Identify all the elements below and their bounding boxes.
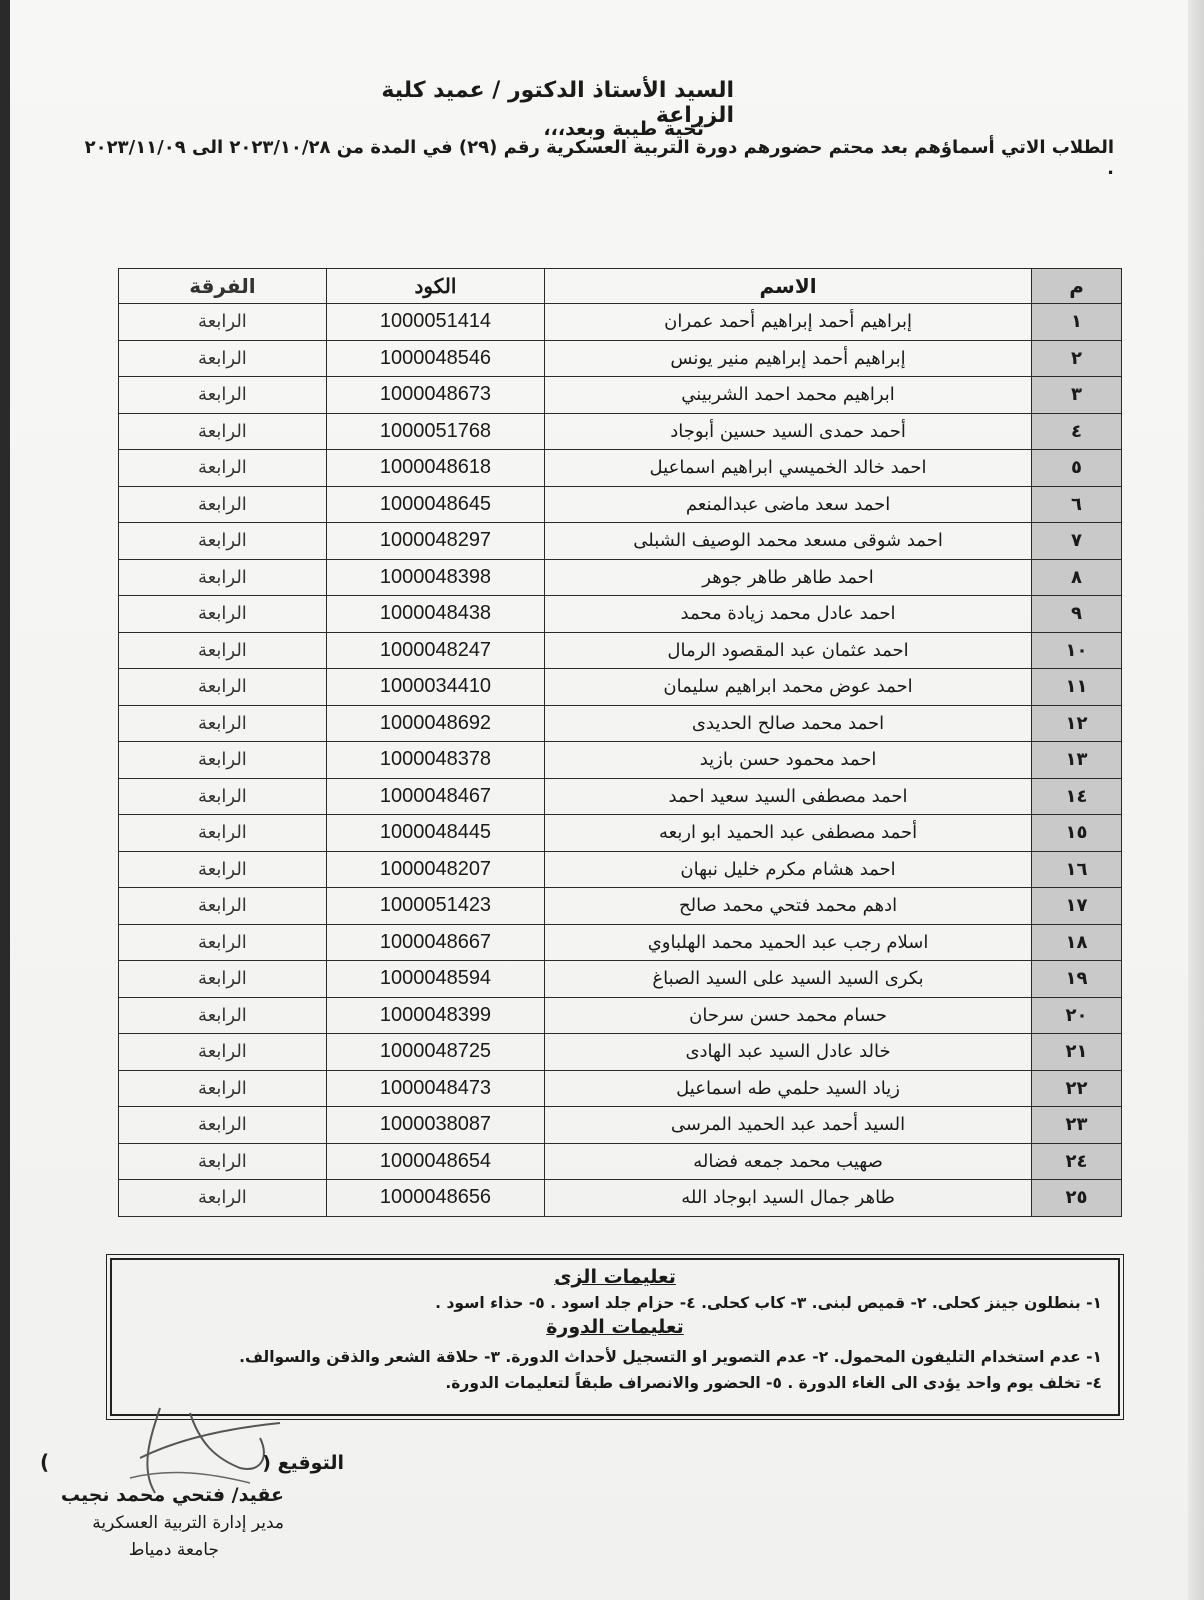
student-year: الرابعة	[119, 596, 327, 633]
row-number: ٦	[1032, 486, 1122, 523]
student-year: الرابعة	[119, 1107, 327, 1144]
student-code: 1000048445	[326, 815, 544, 852]
student-code: 1000048594	[326, 961, 544, 998]
table-row	[119, 413, 1122, 450]
table-row	[119, 632, 1122, 669]
row-number: ١٠	[1032, 632, 1122, 669]
student-code: 1000048467	[326, 778, 544, 815]
student-name: احمد شوقى مسعد محمد الوصيف الشبلى	[545, 523, 1032, 560]
student-code: 1000048399	[326, 997, 544, 1034]
student-year: الرابعة	[119, 705, 327, 742]
handwritten-signature-mark	[120, 1398, 290, 1498]
table-row	[119, 559, 1122, 596]
student-name: طاهر جمال السيد ابوجاد الله	[545, 1180, 1032, 1217]
instructions-box	[110, 1258, 1120, 1416]
row-number: ١٦	[1032, 851, 1122, 888]
student-name: احمد هشام مكرم خليل نبهان	[545, 851, 1032, 888]
header-num: م	[1032, 269, 1122, 304]
scan-edge-right	[1188, 0, 1204, 1600]
student-name: احمد خالد الخميسي ابراهيم اسماعيل	[545, 450, 1032, 487]
table-row	[119, 596, 1122, 633]
student-name: إبراهيم أحمد إبراهيم أحمد عمران	[545, 304, 1032, 341]
row-number: ٢٣	[1032, 1107, 1122, 1144]
student-code: 1000048667	[326, 924, 544, 961]
table-row	[119, 742, 1122, 779]
table-row	[119, 924, 1122, 961]
student-year: الرابعة	[119, 377, 327, 414]
row-number: ١٥	[1032, 815, 1122, 852]
header-code: الكود	[326, 269, 544, 304]
student-name: حسام محمد حسن سرحان	[545, 997, 1032, 1034]
table-row	[119, 961, 1122, 998]
row-number: ٢٤	[1032, 1143, 1122, 1180]
student-year: الرابعة	[119, 997, 327, 1034]
table-row	[119, 304, 1122, 341]
student-year: الرابعة	[119, 815, 327, 852]
table-row	[119, 523, 1122, 560]
student-name: السيد أحمد عبد الحميد المرسى	[545, 1107, 1032, 1144]
student-name: خالد عادل السيد عبد الهادى	[545, 1034, 1032, 1071]
row-number: ٢٢	[1032, 1070, 1122, 1107]
row-number: ١١	[1032, 669, 1122, 706]
row-number: ١٩	[1032, 961, 1122, 998]
table-row	[119, 1034, 1122, 1071]
row-number: ١	[1032, 304, 1122, 341]
student-code: 1000048546	[326, 340, 544, 377]
student-roster-table	[118, 268, 1122, 1217]
student-year: الرابعة	[119, 304, 327, 341]
table-body	[119, 304, 1122, 1217]
scan-edge-left	[0, 0, 10, 1600]
student-year: الرابعة	[119, 1143, 327, 1180]
table-row	[119, 669, 1122, 706]
letter-addressee: السيد الأستاذ الدكتور / عميد كلية الزراعة	[381, 78, 734, 128]
student-name: بكرى السيد السيد على السيد الصباغ	[545, 961, 1032, 998]
uniform-instructions-title: تعليمات الزى	[554, 1266, 676, 1288]
student-name: أحمد مصطفى عبد الحميد ابو اربعه	[545, 815, 1032, 852]
student-year: الرابعة	[119, 523, 327, 560]
student-name: احمد محمد صالح الحديدى	[545, 705, 1032, 742]
row-number: ١٤	[1032, 778, 1122, 815]
student-year: الرابعة	[119, 924, 327, 961]
student-code: 1000051414	[326, 304, 544, 341]
student-code: 1000048207	[326, 851, 544, 888]
student-name: احمد عوض محمد ابراهيم سليمان	[545, 669, 1032, 706]
student-name: اسلام رجب عبد الحميد محمد الهلباوي	[545, 924, 1032, 961]
row-number: ٧	[1032, 523, 1122, 560]
row-number: ٢١	[1032, 1034, 1122, 1071]
student-name: احمد سعد ماضى عبدالمنعم	[545, 486, 1032, 523]
student-name: إبراهيم أحمد إبراهيم منير يونس	[545, 340, 1032, 377]
row-number: ٨	[1032, 559, 1122, 596]
student-year: الرابعة	[119, 1034, 327, 1071]
student-name: احمد محمود حسن بازيد	[545, 742, 1032, 779]
table-row	[119, 486, 1122, 523]
course-instructions-title: تعليمات الدورة	[546, 1316, 684, 1338]
table-row	[119, 377, 1122, 414]
student-name: احمد طاهر طاهر جوهر	[545, 559, 1032, 596]
row-number: ٣	[1032, 377, 1122, 414]
header-name: الاسم	[545, 269, 1032, 304]
row-number: ٢٠	[1032, 997, 1122, 1034]
table-row	[119, 1070, 1122, 1107]
table-row	[119, 851, 1122, 888]
row-number: ١٢	[1032, 705, 1122, 742]
student-year: الرابعة	[119, 851, 327, 888]
student-code: 1000048725	[326, 1034, 544, 1071]
table-header-row	[119, 269, 1122, 304]
student-code: 1000048438	[326, 596, 544, 633]
student-year: الرابعة	[119, 486, 327, 523]
student-name: زياد السيد حلمي طه اسماعيل	[545, 1070, 1032, 1107]
student-year: الرابعة	[119, 340, 327, 377]
letter-greeting: تحية طيبة وبعد،،،	[543, 118, 704, 140]
student-year: الرابعة	[119, 1180, 327, 1217]
row-number: ٢٥	[1032, 1180, 1122, 1217]
student-name: احمد مصطفى السيد سعيد احمد	[545, 778, 1032, 815]
table-row	[119, 340, 1122, 377]
student-year: الرابعة	[119, 632, 327, 669]
student-year: الرابعة	[119, 778, 327, 815]
student-code: 1000051423	[326, 888, 544, 925]
header-year: الفرقة	[119, 269, 327, 304]
table-row	[119, 815, 1122, 852]
table-row	[119, 778, 1122, 815]
table-row	[119, 1143, 1122, 1180]
student-code: 1000034410	[326, 669, 544, 706]
student-name: احمد عثمان عبد المقصود الرمال	[545, 632, 1032, 669]
student-code: 1000048673	[326, 377, 544, 414]
student-code: 1000048247	[326, 632, 544, 669]
student-code: 1000048656	[326, 1180, 544, 1217]
student-name: احمد عادل محمد زيادة محمد	[545, 596, 1032, 633]
student-year: الرابعة	[119, 669, 327, 706]
student-code: 1000048398	[326, 559, 544, 596]
student-year: الرابعة	[119, 742, 327, 779]
table-row	[119, 997, 1122, 1034]
student-code: 1000051768	[326, 413, 544, 450]
uniform-instructions-list: ١- بنطلون جينز كحلى. ٢- قميص لبنى. ٣- كاب كحلى. ٤- حزام جلد اسود . ٥- حذاء اسود .	[435, 1294, 1102, 1312]
student-code: 1000048618	[326, 450, 544, 487]
signatory-title: مدير إدارة التربية العسكرية	[92, 1513, 284, 1533]
student-code: 1000048473	[326, 1070, 544, 1107]
student-name: ابراهيم محمد احمد الشربيني	[545, 377, 1032, 414]
row-number: ٩	[1032, 596, 1122, 633]
student-name: أحمد حمدى السيد حسين أبوجاد	[545, 413, 1032, 450]
student-code: 1000048297	[326, 523, 544, 560]
signatory-organization: جامعة دمياط	[128, 1540, 219, 1560]
course-instructions-line-2: ٤- تخلف يوم واحد يؤدى الى الغاء الدورة . ٥- الحضور والانصراف طبقاً لتعليمات الدورة.	[445, 1374, 1102, 1392]
row-number: ١٨	[1032, 924, 1122, 961]
student-year: الرابعة	[119, 413, 327, 450]
student-year: الرابعة	[119, 559, 327, 596]
student-code: 1000038087	[326, 1107, 544, 1144]
student-year: الرابعة	[119, 961, 327, 998]
table-row	[119, 888, 1122, 925]
table-row	[119, 705, 1122, 742]
table-row	[119, 450, 1122, 487]
row-number: ١٣	[1032, 742, 1122, 779]
student-code: 1000048645	[326, 486, 544, 523]
student-code: 1000048692	[326, 705, 544, 742]
signatory-name: عقيد/ فتحي محمد نجيب	[60, 1484, 284, 1506]
student-year: الرابعة	[119, 450, 327, 487]
student-year: الرابعة	[119, 1070, 327, 1107]
student-year: الرابعة	[119, 888, 327, 925]
letter-intro: الطلاب الاتي أسماؤهم بعد محتم حضورهم دورة التربية العسكرية رقم (٢٩) في المدة من ٢٠٢٣/١٠/٢٨ الى ٢٠٢٣/١١/٠٩ .	[84, 137, 1114, 179]
row-number: ١٧	[1032, 888, 1122, 925]
course-instructions-line-1: ١- عدم استخدام التليفون المحمول. ٢- عدم التصوير او التسجيل لأحداث الدورة. ٣- حلاقة الشعر والذقن والسوالف.	[239, 1348, 1102, 1366]
row-number: ٢	[1032, 340, 1122, 377]
student-code: 1000048654	[326, 1143, 544, 1180]
student-name: ادهم محمد فتحي محمد صالح	[545, 888, 1032, 925]
student-name: صهيب محمد جمعه فضاله	[545, 1143, 1032, 1180]
student-code: 1000048378	[326, 742, 544, 779]
row-number: ٤	[1032, 413, 1122, 450]
table-row	[119, 1180, 1122, 1217]
signature-close-paren: )	[40, 1450, 50, 1474]
row-number: ٥	[1032, 450, 1122, 487]
table-row	[119, 1107, 1122, 1144]
signature-label: التوقيع (	[262, 1452, 344, 1474]
